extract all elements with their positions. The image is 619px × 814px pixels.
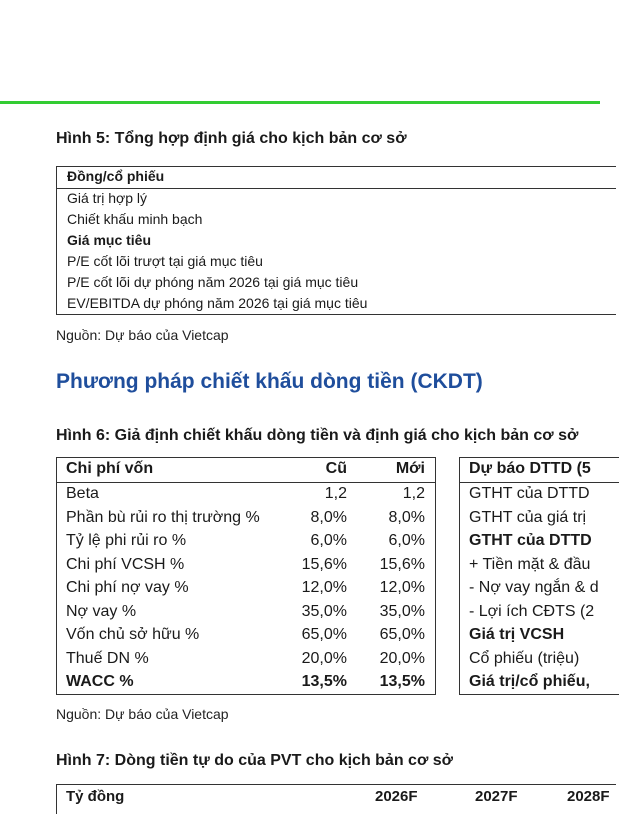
section-heading: Phương pháp chiết khấu dòng tiền (CKDT) bbox=[56, 370, 483, 393]
row-label: Phần bù rủi ro thị trường % bbox=[66, 508, 260, 526]
row-old-value: 6,0% bbox=[310, 532, 347, 549]
forecast-header-divider bbox=[460, 482, 619, 483]
forecast-row-label: - Nợ vay ngắn & d bbox=[469, 579, 599, 596]
figure5-title: Hình 5: Tổng hợp định giá cho kịch bản cơ sở bbox=[56, 130, 407, 147]
row-label: Nợ vay % bbox=[66, 602, 137, 620]
figure7-table bbox=[56, 784, 616, 814]
row-new-value: 8,0% bbox=[388, 508, 425, 526]
forecast-row-label: + Tiền mặt & đầu bbox=[469, 555, 591, 573]
row-old-value: 1,2 bbox=[324, 485, 347, 502]
row-new-value: 20,0% bbox=[379, 649, 425, 667]
forecast-row-label: GTHT của DTTD bbox=[469, 485, 590, 502]
valuation-row: Chiết khấu minh bạch bbox=[67, 211, 203, 227]
forecast-row-label: Giá trị VCSH bbox=[469, 626, 565, 643]
forecast-row-label: Giá trị/cổ phiếu, bbox=[469, 673, 590, 690]
forecast-table-header: Dự báo DTTD (5 bbox=[469, 460, 591, 477]
fcff-forecast-table bbox=[459, 457, 619, 695]
row-label: Chi phí nợ vay % bbox=[66, 579, 189, 596]
forecast-row-label: - Lợi ích CĐTS (2 bbox=[469, 602, 595, 620]
row-label: WACC % bbox=[66, 673, 134, 690]
row-old-value: 65,0% bbox=[301, 626, 347, 643]
row-old-value: 12,0% bbox=[301, 579, 347, 596]
figure5-header-divider bbox=[57, 188, 616, 189]
row-old-value: 20,0% bbox=[301, 649, 347, 667]
row-old-value: 13,5% bbox=[301, 673, 347, 690]
figure5-source: Nguồn: Dự báo của Vietcap bbox=[56, 327, 229, 343]
row-new-value: 15,6% bbox=[379, 555, 425, 573]
cost-of-capital-table bbox=[56, 457, 436, 695]
table-header-label: Chi phí vốn bbox=[66, 460, 154, 477]
figure7-header-year: 2028F bbox=[567, 788, 610, 805]
figure6-title: Hình 6: Giả định chiết khấu dòng tiền và định giá cho kịch bản cơ sở bbox=[56, 427, 579, 444]
table-header-divider bbox=[57, 482, 435, 483]
row-old-value: 15,6% bbox=[301, 555, 347, 573]
figure5-header: Đồng/cổ phiếu bbox=[67, 168, 165, 184]
valuation-row: Giá trị hợp lý bbox=[67, 190, 147, 206]
figure7-title: Hình 7: Dòng tiền tự do của PVT cho kịch bản cơ sở bbox=[56, 752, 454, 769]
row-new-value: 12,0% bbox=[379, 579, 425, 596]
row-new-value: 35,0% bbox=[379, 602, 425, 620]
row-label: Thuế DN % bbox=[66, 649, 149, 667]
row-old-value: 35,0% bbox=[301, 602, 347, 620]
figure7-header-label: Tỷ đồng bbox=[66, 788, 125, 805]
row-label: Tỷ lệ phi rủi ro % bbox=[66, 532, 187, 549]
table-header-old: Cũ bbox=[325, 460, 347, 477]
row-label: Chi phí VCSH % bbox=[66, 555, 185, 573]
row-label: Vốn chủ sở hữu % bbox=[66, 626, 200, 643]
forecast-row-label: Cổ phiếu (triệu) bbox=[469, 649, 580, 667]
top-green-rule bbox=[0, 101, 600, 104]
forecast-row-label: GTHT của giá trị bbox=[469, 508, 587, 526]
row-label: Beta bbox=[66, 485, 99, 502]
figure5-table bbox=[56, 166, 616, 315]
table-header-new: Mới bbox=[395, 460, 425, 477]
row-old-value: 8,0% bbox=[310, 508, 347, 526]
forecast-row-label: GTHT của DTTD bbox=[469, 532, 592, 549]
figure6-source: Nguồn: Dự báo của Vietcap bbox=[56, 706, 229, 722]
row-new-value: 1,2 bbox=[402, 485, 425, 502]
valuation-row: P/E cốt lõi trượt tại giá mục tiêu bbox=[67, 253, 263, 269]
valuation-row: Giá mục tiêu bbox=[67, 232, 152, 248]
figure7-header-year: 2027F bbox=[475, 788, 518, 805]
figure7-header-year: 2026F bbox=[375, 788, 418, 805]
valuation-row: P/E cốt lõi dự phóng năm 2026 tại giá mục tiêu bbox=[67, 274, 359, 290]
row-new-value: 6,0% bbox=[388, 532, 425, 549]
row-new-value: 13,5% bbox=[379, 673, 425, 690]
valuation-row: EV/EBITDA dự phóng năm 2026 tại giá mục tiêu bbox=[67, 295, 368, 311]
row-new-value: 65,0% bbox=[379, 626, 425, 643]
